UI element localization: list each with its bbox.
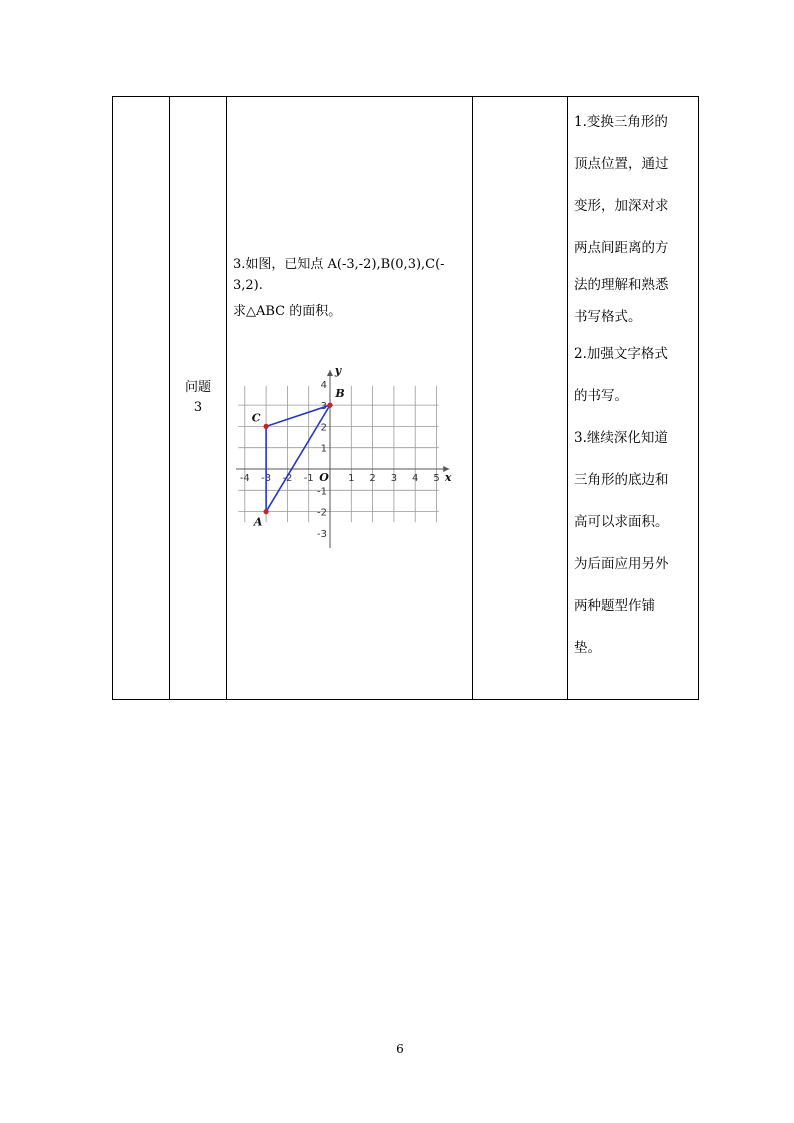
note-line: 两种题型作铺 — [574, 598, 655, 614]
note-line: 法的理解和熟悉 — [574, 277, 669, 293]
coordinate-figure — [236, 358, 458, 548]
x-tick-label: 2 — [369, 473, 376, 484]
point-a-marker — [264, 509, 269, 514]
y-tick-label: 1 — [320, 443, 327, 455]
problem-label: 问题 — [184, 380, 211, 395]
problem-cell — [227, 97, 473, 700]
problem-label-number: 3 — [193, 400, 203, 415]
note-line: 书写格式。 — [574, 309, 642, 325]
note-line: 变形，加深对求 — [574, 198, 669, 214]
x-axis-label: x — [444, 471, 452, 484]
empty-cell-1 — [113, 97, 170, 700]
x-tick-label: -1 — [303, 473, 314, 484]
x-tick-label: 3 — [390, 473, 398, 484]
problem-label-cell — [170, 97, 227, 700]
problem-line-3: 求△ABC 的面积。 — [233, 304, 342, 319]
problem-line-2: 3,2). — [233, 278, 263, 293]
point-c-label: C — [251, 411, 261, 425]
x-tick-label: -2 — [282, 473, 293, 484]
x-tick-label: 4 — [412, 473, 419, 484]
origin-label: O — [319, 471, 329, 484]
y-tick-label: -2 — [317, 507, 327, 519]
design-notes — [568, 97, 698, 669]
y-axis-label: y — [334, 364, 342, 378]
empty-cell-4 — [473, 97, 568, 700]
note-line: 1.变换三角形的 — [574, 114, 668, 130]
table-row — [113, 97, 699, 700]
design-notes-cell — [568, 97, 699, 700]
point-b-label: B — [335, 387, 345, 401]
page-number: 6 — [396, 1042, 404, 1056]
x-tick-label: -4 — [239, 473, 250, 484]
note-line: 的书写。 — [574, 388, 628, 404]
point-c-marker — [264, 424, 269, 429]
note-line: 为后面应用另外 — [574, 556, 669, 572]
note-line: 三角形的底边和 — [574, 472, 669, 488]
note-line: 两点间距离的方 — [574, 240, 669, 256]
problem-statement — [233, 249, 469, 327]
y-tick-label: -1 — [317, 486, 327, 498]
lesson-table — [112, 96, 699, 700]
x-tick-label: -3 — [261, 473, 272, 484]
x-tick-label: 5 — [433, 473, 440, 484]
y-tick-label: -3 — [317, 528, 327, 540]
y-tick-label: 3 — [320, 401, 327, 413]
note-line: 高可以求面积。 — [574, 514, 669, 530]
x-tick-label: 1 — [348, 473, 355, 484]
note-line: 顶点位置，通过 — [574, 156, 669, 172]
note-line: 3.继续深化知道 — [574, 430, 668, 446]
y-tick-label: 4 — [320, 379, 327, 391]
point-a-label: A — [253, 515, 263, 529]
note-line: 垫。 — [574, 640, 601, 656]
problem-line-1: 3.如图，已知点 A(-3,-2),B(0,3),C(- — [233, 257, 445, 272]
y-tick-label: 2 — [320, 422, 327, 434]
point-b-marker — [327, 403, 332, 408]
note-line: 2.加强文字格式 — [574, 346, 668, 362]
y-axis-arrow — [327, 370, 333, 376]
